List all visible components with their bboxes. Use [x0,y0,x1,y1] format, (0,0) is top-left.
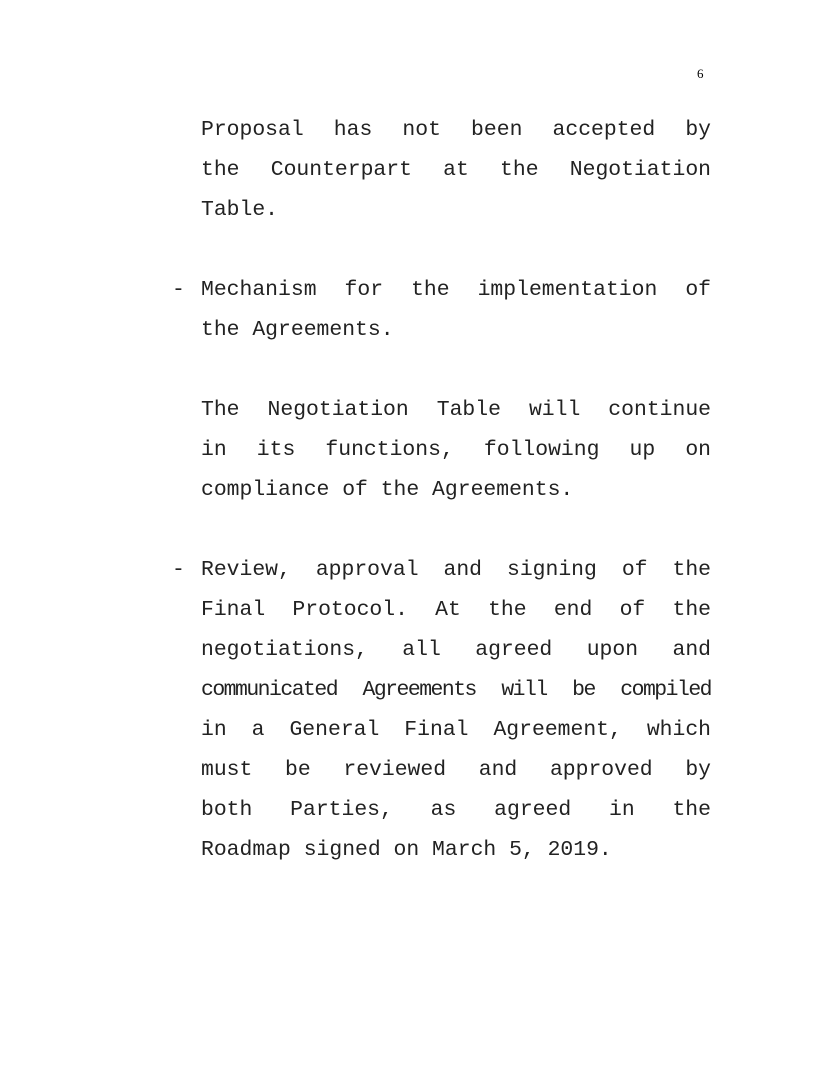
text-line: in a General Final Agreement, which [201,718,711,742]
text-line: Review, approval and signing of the [201,558,711,582]
text-line: Proposal has not been accepted by [201,118,711,142]
paragraph-proposal [201,110,711,230]
text-line: Roadmap signed on March 5, 2019. [201,838,612,862]
text-line: both Parties, as agreed in the [201,798,711,822]
page-number: 6 [697,66,704,81]
text-line: Mechanism for the implementation of [201,278,711,302]
list-item-mechanism [172,270,711,350]
text-line: communicated Agreements will be compiled [201,678,711,702]
text-line: negotiations, all agreed upon and [201,638,711,662]
text-line: The Negotiation Table will continue [201,398,711,422]
text-line: the Agreements. [201,318,394,342]
text-line: Final Protocol. At the end of the [201,598,711,622]
list-bullet: - [172,278,185,302]
text-line: Table. [201,198,279,222]
text-line: must be reviewed and approved by [201,758,711,782]
text-line: the Counterpart at the Negotiation [201,158,711,182]
list-bullet: - [172,558,185,582]
text-line: compliance of the Agreements. [201,478,574,502]
paragraph-negotiation-table [201,390,711,510]
text-line: in its functions, following up on [201,438,711,462]
list-item-review [172,550,711,870]
